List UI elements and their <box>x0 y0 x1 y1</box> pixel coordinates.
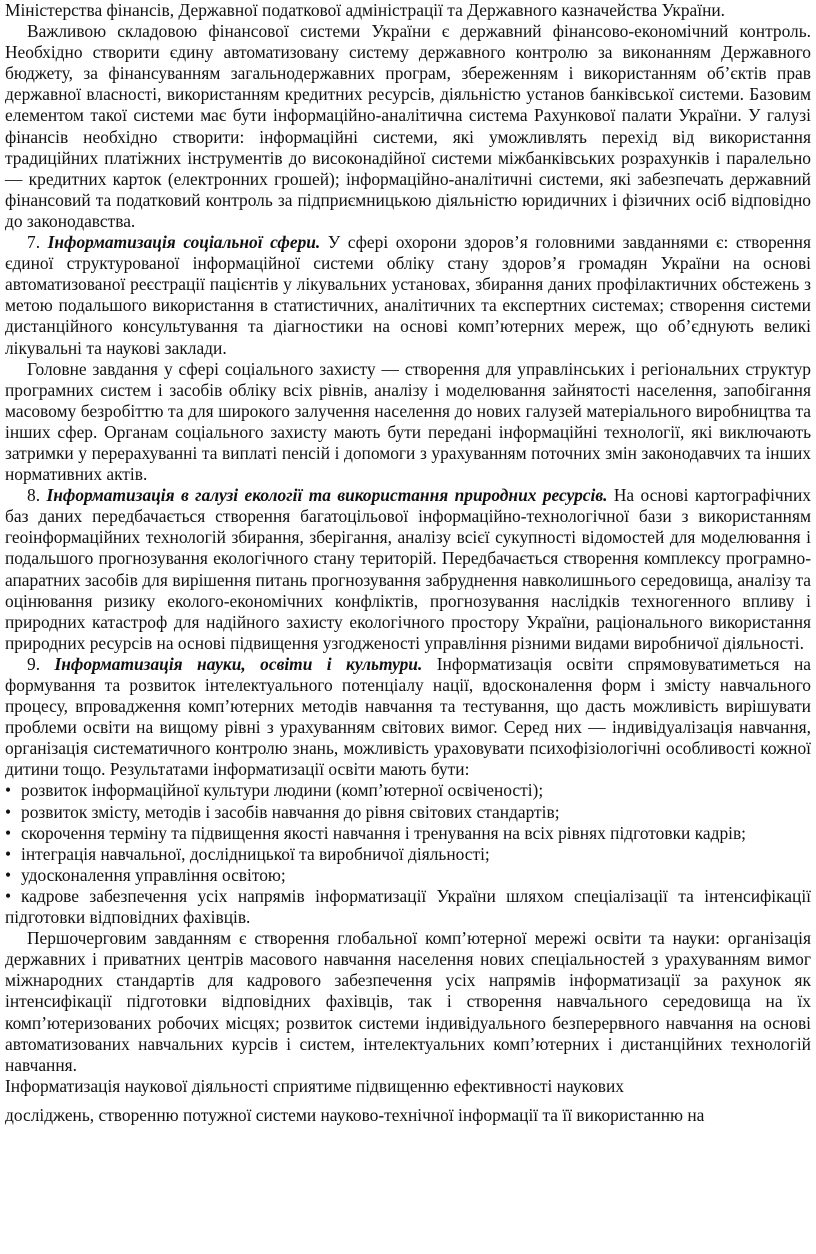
paragraph-science-line-1: Інформатизація наукової діяльності сприятиме підвищенню ефективності наукових <box>5 1075 624 1096</box>
list-item <box>5 844 811 865</box>
list-item-text: інтеграція навчальної, дослідницької та виробничої діяльності; <box>21 843 490 864</box>
section-8-title: Інформатизація в галузі екології та використання природних ресурсів. <box>46 485 608 506</box>
list-item <box>5 886 811 928</box>
section-7-title: Інформатизація соціальної сфери. <box>47 232 321 253</box>
paragraph-social-protection: Головне завдання у сфері соціального захисту — створення для управлінських і регіональних структур програмних систем і засобів обліку всіх рівнів, аналізу і моделювання зайнятості населення, запобігання масовому безробіттю та для широкого залучення населення до нових галузей матеріального виробництва та інших сфер. Органам соціального захисту мають бути передані інформаційні технології, які виключають затримки у перерахуванні та виплаті пенсій і допомоги з урахуванням поточних змін законодавчих та інших нормативних актів. <box>5 358 811 485</box>
list-item <box>5 823 811 844</box>
bullet-icon: • <box>5 843 12 864</box>
bullet-icon: • <box>5 780 12 801</box>
bullet-icon: • <box>5 864 12 885</box>
list-item-text: кадрове забезпечення усіх напрямів інформатизації України шляхом спеціалізації та інтенсифікації підготовки відповідних фахівців. <box>5 885 811 928</box>
section-8-paragraph <box>5 485 811 654</box>
section-9-paragraph <box>5 654 811 781</box>
paragraph-intro-continued: Міністерства фінансів, Державної податкової адміністрації та Державного казначейства України. <box>5 0 726 20</box>
paragraph-education-network: Першочерговим завданням є створення глобальної комп’ютерної мережі освіти та науки: організація державних і приватних центрів масового навчання населення нових спеціальностей з урахуванням вимог міжнародних стандартів для кадрового забезпечення усіх напрямів інформатизації за рахунок як інтенсифікації підготовки відповідних фахівців, так і створення навчального середовища на їх комп’ютеризованих робочих місцях; розвиток системи індивідуального безперервного навчання на основі автоматизованих навчальних курсів і систем, інтелектуальних комп’ютерних і дистанційних технологій навчання. <box>5 928 811 1075</box>
paragraph-science-line-2: досліджень, створенню потужної системи науково-технічної інформації та її використанню на <box>5 1104 705 1125</box>
section-9-text: Інформатизація освіти спрямовуватиметься на формування та розвиток інтелектуального потенціалу нації, вдосконалення форм і змісту навчального процесу, впровадження комп’ютерних методів навчання та тестування, що дасть можливість вирішувати проблеми освіти на вищому рівні з урахуванням світових вимог. Серед них — індивідуалізація навчання, організація систематичного контролю знань, можливість ураховувати психофізіологічні особливості кожної дитини тощо. Результатами інформатизації освіти мають бути: <box>5 653 811 780</box>
list-item <box>5 802 811 823</box>
section-8-text: На основі картографічних баз даних передбачається створення багатоцільової інформаційно-технологічної бази з використанням геоінформаційних технологій збирання, зберігання, аналізу всієї сукупності відомостей для моделювання і подальшого прогнозування екологічного стану територій. Передбачається створення комплексу програмно-апаратних засобів для вирішення питань прогнозування забруднення навколишнього середовища, аналізу та оцінювання ризику еколого-економічних конфліктів, прогнозування наслідків техногенного впливу і природних катастроф для надійного захисту екологічного простору України, раціонального використання природних ресурсів на основі підвищення узгодженості управління різними видами виробничої діяльності. <box>5 485 811 653</box>
list-item-text: розвиток інформаційної культури людини (комп’ютерної освіченості); <box>21 780 544 801</box>
bullet-icon: • <box>5 885 12 906</box>
section-8-number: 8. <box>27 485 41 506</box>
list-item-text: розвиток змісту, методів і засобів навчання до рівня світових стандартів; <box>21 801 560 822</box>
education-results-list <box>5 780 811 928</box>
bullet-icon: • <box>5 822 12 843</box>
list-item <box>5 865 811 886</box>
bullet-icon: • <box>5 801 12 822</box>
section-9-title: Інформатизація науки, освіти і культури. <box>54 653 423 674</box>
list-item <box>5 780 811 801</box>
list-item-text: скорочення терміну та підвищення якості навчання і тренування на всіх рівнях підготовки кадрів; <box>21 822 747 843</box>
section-9-number: 9. <box>27 653 41 674</box>
section-7-text: У сфері охорони здоров’я головними завданнями є: створення єдиної структурованої інформаційної системи обліку стану здоров’я громадян України на основі автоматизованої реєстрації пацієнтів у лікувальних установах, збирання даних профілактичних обстежень з метою подальшого використання в статистичних, аналітичних та експертних системах; створення системи дистанційного консультування та діагностики на основі комп’ютерних мереж, що об’єднують великі лікувальні та наукові заклади. <box>5 232 811 358</box>
section-7-paragraph <box>5 232 811 359</box>
list-item-text: удосконалення управління освітою; <box>21 864 286 885</box>
paragraph-financial-control: Важливою складовою фінансової системи України є державний фінансово-економічний контроль. Необхідно створити єдину автоматизовану систему державного контролю за виконанням Державного бюджету, за фінансуванням загальнодержавних програм, збереженням і використанням об’єктів прав державної власності, використанням кредитних ресурсів, діяльністю установ банківської системи. Базовим елементом такої системи має бути інформаційно-аналітична система Рахункової палати України. У галузі фінансів необхідно створити: інформаційні системи, які уможливлять перехід від використання традиційних платіжних інструментів до високонадійної системи міжбанківських розрахунків і паралельно — кредитних карток (електронних грошей); інформаційно-аналітичні системи, які забезпечать державний фінансовий та податковий контроль за підприємницькою діяльністю юридичних і фізичних осіб відповідно до законодавства. <box>5 21 811 231</box>
section-7-number: 7. <box>27 232 41 253</box>
